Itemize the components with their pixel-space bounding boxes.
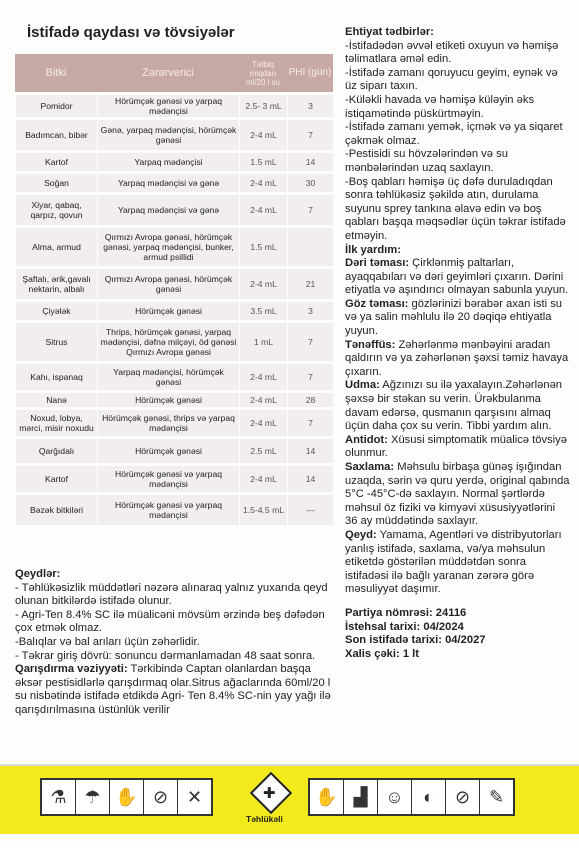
breath-paragraph [345, 339, 570, 380]
cell-crop: Qarğıdalı [15, 439, 97, 463]
cell-pest: Hörümçək gənəsi və yarpaq mədənçisi [97, 466, 239, 492]
cell-pest: Hörümçək gənəsi [97, 439, 239, 463]
production-date: İstehsal tarixi: 04/2024 [345, 620, 464, 633]
note-line: - Təhlükəsizlik müddətləri nəzərə alınaraq yalnız yuxarıda qeyd olunan bitkilərdə istifadə olunur. [15, 581, 328, 608]
cell-phi: 3 [287, 302, 333, 320]
wash-hands-icon: ✋ [110, 780, 144, 814]
cell-pest: Qırmızı Avropa gənəsi, hörümçək gənəsi, yarpaq mədənçisi, bunker, armud psillidi [97, 228, 239, 266]
cell-dose: 2-4 mL [239, 174, 287, 192]
safety-column [345, 26, 570, 661]
mixing-label: Qarışdırma vəziyyəti: [15, 663, 128, 676]
swallow-text: Ağzınızı su ilə yaxalayın.Zəhərlənən şəxsə bir stəkan su verin. Ürəkbulanma davam edərsə, qusmanın qarşısını almaq üçün daha çox su verin. Tibbi yardım alın. [345, 379, 563, 433]
storage-label: Saxlama: [345, 461, 395, 473]
table-row [15, 302, 333, 320]
precaution-line: -İstifadədən əvvəl etiketi oxuyun və həmişə təlimatlara əməl edin. [345, 39, 559, 66]
table-row [15, 95, 333, 117]
header-crop: Bitki [15, 54, 97, 92]
table-row [15, 174, 333, 192]
mask-icon: ☺ [378, 780, 412, 814]
precautions-heading: Ehtiyat tədbirlər: [345, 26, 434, 38]
antidote-label: Antidot: [345, 433, 388, 446]
precaution-line: -İstifadə zamanı qoruyucu geyim, eynək və üz siparı taxın. [345, 66, 558, 93]
hazard-label: Təhlükəli [246, 814, 283, 824]
eye-text: gözlərinizi bərabər axan isti su və ya salin məhlulu ilə 20 dəqiqə ehtiyatla yuyun. [345, 297, 563, 338]
cell-pest: Yarpaq mədənçisi və gənə [97, 174, 239, 192]
table-row [15, 120, 333, 150]
cell-dose: 2.5- 3 mL [239, 95, 287, 117]
cell-phi: 7 [287, 364, 333, 390]
cell-dose: 2-4 mL [239, 269, 287, 299]
cell-dose: 2-4 mL [239, 195, 287, 225]
expiry-date: Son istifadə tarixi: 04/2027 [345, 634, 486, 647]
eye-label: Göz təması: [345, 297, 409, 310]
no-children-icon: ⊘ [446, 780, 480, 814]
net-weight: Xalis çəki: 1 lt [345, 647, 420, 660]
cell-crop: Xiyar, qabaq, qarpız, qovun [15, 195, 97, 225]
cell-pest: Yarpaq mədənçisi [97, 153, 239, 171]
cell-crop: Alma, armud [15, 228, 97, 266]
disclaimer-label: Qeyd: [345, 528, 377, 541]
note-line: -Balıqlar və bal arıları üçün zəhərlidir. [15, 635, 200, 648]
cell-phi: 7 [287, 410, 333, 436]
cell-phi: 7 [287, 323, 333, 361]
no-eating-icon: ⊘ [144, 780, 178, 814]
breath-label: Tənəffüs: [345, 338, 396, 351]
cell-dose: 2-4 mL [239, 410, 287, 436]
swallow-label: Udma: [345, 379, 380, 392]
cell-dose: 2-4 mL [239, 393, 287, 407]
table-row [15, 410, 333, 436]
cell-pest: Hörümçək gənəsi və yarpaq mədənçisi [97, 495, 239, 525]
cell-dose: 2-4 mL [239, 120, 287, 150]
cell-pest: Hörümçək gənəsi [97, 302, 239, 320]
spraying-icon: ☂ [76, 780, 110, 814]
cell-dose: 1.5 mL [239, 228, 287, 266]
cell-crop: Noxud, lobya, mərci, misir noxudu [15, 410, 97, 436]
cell-crop: Nanə [15, 393, 97, 407]
swallow-paragraph [345, 379, 570, 433]
skin-paragraph [345, 257, 570, 298]
pictograms-right [308, 778, 515, 816]
cell-crop: Soğan [15, 174, 97, 192]
table-row [15, 228, 333, 266]
cell-crop: Badımcan, bibər [15, 120, 97, 150]
hazard-diamond [249, 776, 289, 816]
cell-dose: 2-4 mL [239, 364, 287, 390]
antidote-text: Xüsusi simptomatik müalicə tövsiyə olunmur. [345, 433, 567, 460]
cell-crop: Pomidor [15, 95, 97, 117]
cell-dose: 1.5 mL [239, 153, 287, 171]
boots-icon: ▟ [344, 780, 378, 814]
precaution-line: -Küləkli havada və həmişə küləyin əks istiqamətində püskürtməyin. [345, 93, 535, 120]
header-pest: Zərərverici [97, 54, 239, 92]
cell-crop: Şaftalı, ərik,gavalı nektarin, albalı [15, 269, 97, 299]
table-row [15, 393, 333, 407]
cell-crop: Sitrus [15, 323, 97, 361]
cell-pest: Yarpaq mədənçisi və gənə [97, 195, 239, 225]
cell-phi: 14 [287, 439, 333, 463]
cell-pest: Hörümçək gənəsi [97, 393, 239, 407]
table-row [15, 495, 333, 525]
note-line: - Agri-Ten 8.4% SC ilə müalicəni mövsüm ərzində beş dəfədən çox etmək olmaz. [15, 608, 325, 635]
cell-dose: 2.5 mL [239, 439, 287, 463]
precaution-line: -Boş qabları həmişə üç dəfə duruladıqdan sonra təhlükəsiz şəkildə atın, durulama suyunu sprey tankına əlavə edin və boş qabları başqa məqsədlər üçün təkrar istifadə etməyin. [345, 175, 566, 242]
skin-label: Dəri təması: [345, 257, 410, 270]
cell-phi: --- [287, 495, 333, 525]
cell-phi: 21 [287, 269, 333, 299]
fish-toxic-icon: ✕ [186, 786, 203, 807]
cell-pest: Hörümçək gənəsi və yarpaq mədənçisi [97, 95, 239, 117]
table-row [15, 364, 333, 390]
skin-text: Çirklənmiş paltarları, ayaqqabıları və dəri geyimləri çıxarın. Dərini etiyatla və aşındırıcı olmayan sabunla yuyun. [345, 257, 569, 297]
precaution-line: -Pestisidi su hövzələrindən və su mənbələrindən uzaq saxlayın. [345, 148, 508, 174]
page-title: İstifadə qaydası və tövsiyələr [27, 24, 235, 41]
storage-text: Məhsulu birbaşa günəş işığından uzaqda, sərin və quru yerdə, original qabında 5°C -45°C-də saxlayın. Normal şərtlərdə məhsul öz fiziki və kimyəvi xüsusiyyətlərini 36 ay müddətində saxlayır. [345, 461, 570, 528]
cell-phi: 14 [287, 153, 333, 171]
face-shield-icon: ◐ [412, 780, 446, 814]
cell-pest: Thrips, hörümçək gənəsi, yarpaq mədənçisi, dəfnə milçəyi, öd gənəsi Qırmızı Avropa gənəsi [97, 323, 239, 361]
mixing-icon: ⚗ [42, 780, 76, 814]
table-row [15, 195, 333, 225]
cell-phi: 28 [287, 393, 333, 407]
cell-crop: Kahı, ispanaq [15, 364, 97, 390]
cell-pest: Qırmızı Avropa gənəsi, hörümçək gənəsi [97, 269, 239, 299]
cell-dose: 1 mL [239, 323, 287, 361]
table-row [15, 269, 333, 299]
antidote-paragraph [345, 434, 570, 461]
cell-phi: 7 [287, 120, 333, 150]
cell-pest: Hörümçək gənəsi, thrips və yarpaq mədənçisi [97, 410, 239, 436]
pictograms-left [40, 778, 213, 816]
breath-text: Zəhərlənmə mənbəyini aradan qaldırın və ya zəhərlənən şəxsi təmiz havaya çıxarın. [345, 338, 569, 378]
header-dose: Tətbiq miqdarı ml/20 l su [239, 54, 287, 92]
batch-number: Partiya nömrəsi: 24116 [345, 606, 467, 619]
cell-phi: 14 [287, 466, 333, 492]
notes-heading: Qeydlər: [15, 568, 61, 580]
cell-crop: Bəzək bitkiləri [15, 495, 97, 525]
mixing-paragraph [15, 663, 335, 717]
usage-table [15, 51, 333, 528]
usage-section [15, 16, 333, 528]
table-row [15, 439, 333, 463]
table-row [15, 323, 333, 361]
cell-dose: 1.5-4.5 mL [239, 495, 287, 525]
note-line: - Təkrar giriş dövrü: sonuncu dərmanlamadan 48 saat sonra. [15, 649, 316, 662]
disclaimer-paragraph [345, 529, 570, 597]
cell-phi: 3 [287, 95, 333, 117]
cell-phi: 30 [287, 174, 333, 192]
notes-section [15, 568, 335, 718]
sprayer-icon: ✎ [488, 786, 505, 807]
header-phi: PHI (gün) [287, 54, 333, 92]
disclaimer-text: Yamama, Agentləri və distribyutorları yanlış istifadə, saxlama, və/ya məhsulun etiketdə göstərilən müddətdən sonra istifadəsi ilə bağlı yaranan zərərə görə məsuliyyət daşımır. [345, 528, 562, 596]
exclamation-icon: ✚ [263, 785, 276, 802]
cell-dose: 3.5 mL [239, 302, 287, 320]
cell-crop: Çiyələk [15, 302, 97, 320]
cell-crop: Kartof [15, 153, 97, 171]
table-row [15, 466, 333, 492]
precaution-line: -İstifadə zamanı yemək, içmək və ya siqaret çəkmək olmaz. [345, 121, 563, 147]
cell-pest: Yarpaq mədənçisi, hörümçək gənəsi [97, 364, 239, 390]
table-header-row [15, 54, 333, 92]
cell-crop: Kartof [15, 466, 97, 492]
cell-phi: 7 [287, 195, 333, 225]
storage-paragraph [345, 461, 570, 529]
mixing-text: Tərkibində Captan olanlardan başqa əksər pestisidlərlə qarışdırmaq olar.Sitrus ağaclarında 60ml/20 l su nisbətində istifadə etdikdə Agri- Ten 8.4% SC-nin yay yağı ilə qarışdırılmasına üstünlük verilir [15, 663, 331, 716]
cell-dose: 2-4 mL [239, 466, 287, 492]
gloves-icon: ✋ [310, 780, 344, 814]
first-aid-heading: İlk yardım: [345, 243, 401, 256]
eye-paragraph [345, 298, 570, 339]
table-row [15, 153, 333, 171]
cell-phi [287, 228, 333, 266]
cell-pest: Gənə, yarpaq mədənçisi, hörümçək gənəsi [97, 120, 239, 150]
